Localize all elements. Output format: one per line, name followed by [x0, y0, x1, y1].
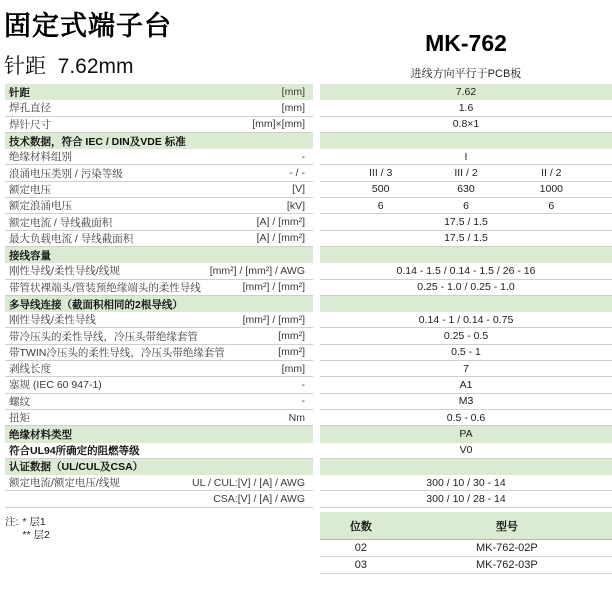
- footnote-prefix: 注:: [5, 516, 19, 528]
- row-unit: -: [301, 395, 305, 408]
- spec-row-left: [5, 214, 313, 230]
- spec-row: [0, 361, 612, 377]
- spec-row-left: [5, 182, 313, 198]
- row-label: 额定电流/额定电压/线规: [9, 477, 120, 490]
- spec-row: [0, 133, 612, 149]
- row-value: 0.5 - 1: [451, 346, 481, 359]
- row-unit: -: [301, 150, 305, 163]
- spec-row-value-cell: [320, 328, 612, 344]
- spec-row: [0, 459, 612, 475]
- model-positions-cell: 02: [354, 542, 367, 554]
- spec-row-left: [5, 296, 313, 312]
- spec-row-value-cell: [320, 117, 612, 133]
- row-unit: [mm]: [281, 362, 305, 375]
- row-value: III / 2: [454, 167, 478, 180]
- spec-row-value-cell: [320, 410, 612, 426]
- spec-row-value-cell: [320, 312, 612, 328]
- row-value: PA: [459, 428, 473, 441]
- spec-row-value-cell: [320, 165, 612, 181]
- spec-row: [0, 328, 612, 344]
- spec-row-value-cell: [320, 100, 612, 116]
- pitch-subtitle: 针距 7.62mm: [4, 55, 134, 78]
- spec-row-value-cell: [320, 475, 612, 491]
- row-unit: [mm]: [281, 86, 305, 99]
- row-label: 刚性导线/柔性导线/线规: [9, 265, 120, 278]
- spec-row: [0, 214, 612, 230]
- spec-row-left: [5, 394, 313, 410]
- spec-row: [0, 263, 612, 279]
- column-header-positions: 位数: [349, 520, 372, 533]
- spec-row-left: [5, 100, 313, 116]
- spec-row: [0, 345, 612, 361]
- row-value: 1.6: [458, 101, 474, 114]
- row-value: 0.8×1: [452, 118, 480, 131]
- row-label: 额定电流 / 导线截面积: [9, 216, 113, 229]
- spec-row: [0, 198, 612, 214]
- spec-row-left: [5, 443, 313, 459]
- footnote: [5, 516, 50, 542]
- row-value: 0.14 - 1 / 0.14 - 0.75: [418, 313, 514, 326]
- row-unit: -: [301, 378, 305, 391]
- row-label: 绝缘材料组别: [9, 151, 72, 164]
- spec-row-value-cell: [320, 345, 612, 361]
- spec-row-left: [5, 312, 313, 328]
- row-label: 额定电压: [9, 183, 51, 196]
- row-unit: [A] / [mm²]: [256, 232, 305, 245]
- spec-row-left: [5, 231, 313, 247]
- spec-row-left: [5, 133, 313, 149]
- row-value: II / 2: [541, 167, 562, 180]
- row-label: 焊针尺寸: [9, 118, 51, 131]
- row-label: 浪涌电压类别 / 污染等级: [9, 167, 123, 180]
- model-table-row: [320, 557, 612, 574]
- spec-row-left: [5, 459, 313, 475]
- row-unit: [mm²] / [mm²]: [242, 281, 305, 294]
- spec-row: [0, 491, 612, 507]
- spec-row: [0, 149, 612, 165]
- model-table-header: [320, 512, 612, 540]
- row-label: 符合UL94所确定的阻燃等级: [9, 444, 140, 457]
- spec-row-value-cell: [320, 149, 612, 165]
- spec-row-left: [5, 491, 313, 507]
- spec-row: [0, 231, 612, 247]
- spec-row-left: [5, 149, 313, 165]
- spec-row-value-cell: [320, 459, 612, 475]
- spec-row-left: [5, 475, 313, 491]
- column-header-model: 型号: [495, 520, 518, 533]
- row-unit: [mm²] / [mm²] / AWG: [209, 264, 305, 277]
- row-label: 最大负载电流 / 导线截面积: [9, 232, 134, 245]
- spec-row: [0, 84, 612, 100]
- spec-row-left: [5, 198, 313, 214]
- row-label: 螺纹: [9, 395, 30, 408]
- row-value: 0.14 - 1.5 / 0.14 - 1.5 / 26 - 16: [396, 264, 536, 277]
- row-label: 塞规 (IEC 60 947-1): [9, 379, 102, 392]
- row-value: A1: [459, 378, 473, 391]
- spec-row-left: [5, 247, 313, 263]
- spec-row-value-cell: [320, 377, 612, 393]
- row-label: 接线容量: [9, 249, 51, 262]
- row-label: 技术数据，符合 IEC / DIN及VDE 标准: [9, 135, 186, 148]
- spec-row-value-cell: [320, 182, 612, 198]
- spec-row-left: [5, 165, 313, 181]
- spec-row-left: [5, 117, 313, 133]
- row-value: 6: [548, 199, 555, 212]
- spec-row: [0, 443, 612, 459]
- row-value: 1000: [539, 183, 563, 196]
- spec-row-value-cell: [320, 426, 612, 442]
- row-label: 剥线长度: [9, 363, 51, 376]
- row-label: 针距: [9, 86, 30, 99]
- row-value: 0.5 - 0.6: [446, 411, 486, 424]
- row-unit: [mm²] / [mm²]: [242, 313, 305, 326]
- row-value: III / 3: [368, 167, 393, 180]
- row-unit: UL / CUL:[V] / [A] / AWG: [192, 476, 305, 489]
- spec-row-value-cell: [320, 198, 612, 214]
- spec-row-value-cell: [320, 263, 612, 279]
- row-label: 多导线连接（截面积相同的2根导线）: [9, 298, 183, 311]
- row-value: 7: [463, 362, 469, 375]
- row-unit: [A] / [mm²]: [256, 216, 305, 229]
- row-label: 刚性导线/柔性导线: [9, 314, 96, 327]
- spec-row-left: [5, 361, 313, 377]
- model-number-cell: MK-762-03P: [475, 559, 538, 571]
- model-orientation-note: 进线方向平行于PCB板: [410, 68, 522, 80]
- row-value: 0.25 - 0.5: [443, 330, 489, 343]
- row-label: 额定浪涌电压: [9, 200, 72, 213]
- row-value: 6: [377, 199, 384, 212]
- spec-row-left: [5, 263, 313, 279]
- row-unit: [mm²]: [278, 346, 305, 359]
- spec-row: [0, 410, 612, 426]
- row-value: V0: [459, 444, 473, 457]
- model-table-body: [320, 540, 612, 574]
- footnote-line: ** 层2: [22, 529, 50, 541]
- spec-row-value-cell: [320, 361, 612, 377]
- row-value: 630: [457, 183, 475, 196]
- spec-row-left: [5, 328, 313, 344]
- spec-row-value-cell: [320, 231, 612, 247]
- row-value: I: [464, 150, 468, 163]
- row-label: 焊孔直径: [9, 102, 51, 115]
- spec-row-left: [5, 280, 313, 296]
- row-value: 500: [371, 183, 390, 196]
- spec-table: [0, 84, 612, 508]
- spec-row: [0, 475, 612, 491]
- spec-row: [0, 165, 612, 181]
- row-value: 7.62: [455, 86, 477, 99]
- row-value: 300 / 10 / 30 - 14: [426, 476, 506, 489]
- row-value: 17.5 / 1.5: [444, 216, 488, 229]
- spec-row-left: [5, 84, 313, 100]
- footnote-lines: [22, 516, 49, 542]
- spec-row-left: [5, 345, 313, 361]
- spec-row-value-cell: [320, 491, 612, 507]
- row-unit: [mm]: [281, 101, 305, 114]
- row-label: 认证数据（UL/CUL及CSA）: [9, 461, 144, 474]
- spec-row-left: [5, 426, 313, 442]
- row-value: 0.25 - 1.0 / 0.25 - 1.0: [417, 281, 515, 294]
- row-unit: CSA:[V] / [A] / AWG: [213, 493, 305, 506]
- spec-row-value-cell: [320, 280, 612, 296]
- spec-row: [0, 426, 612, 442]
- row-value: 300 / 10 / 28 - 14: [426, 493, 506, 506]
- spec-row-value-cell: [320, 84, 612, 100]
- model-name: MK-762: [425, 30, 507, 56]
- row-label: 带冷压头的柔性导线，冷压头带绝缘套管: [9, 330, 198, 343]
- model-header: [320, 30, 612, 81]
- row-value: 6: [463, 199, 469, 212]
- model-selection-table: [320, 512, 612, 574]
- spec-row: [0, 312, 612, 328]
- row-label: 带TWIN冷压头的柔性导线，冷压头带绝缘套管: [9, 346, 225, 359]
- model-table-row: [320, 540, 612, 557]
- spec-row: [0, 117, 612, 133]
- spec-row: [0, 394, 612, 410]
- model-number-cell: MK-762-02P: [475, 542, 538, 554]
- row-value: 17.5 / 1.5: [444, 232, 488, 245]
- row-unit: [kV]: [286, 199, 305, 212]
- spec-row-value-cell: [320, 133, 612, 149]
- spec-row: [0, 247, 612, 263]
- spec-row-value-cell: [320, 394, 612, 410]
- model-positions-cell: 03: [354, 559, 367, 571]
- row-value: M3: [458, 395, 474, 408]
- spec-row: [0, 280, 612, 296]
- spec-row: [0, 100, 612, 116]
- row-label: 扭矩: [9, 412, 30, 425]
- row-unit: [V]: [292, 183, 305, 196]
- spec-row: [0, 377, 612, 393]
- row-unit: - / -: [289, 167, 305, 180]
- row-unit: [mm]×[mm]: [252, 118, 305, 131]
- spec-row-left: [5, 377, 313, 393]
- spec-row: [0, 296, 612, 312]
- spec-row-value-cell: [320, 247, 612, 263]
- row-label: 带管状裸端头/管装预绝缘端头的柔性导线: [9, 281, 201, 294]
- spec-row-left: [5, 410, 313, 426]
- spec-row: [0, 182, 612, 198]
- row-unit: Nm: [288, 411, 305, 424]
- footnote-line: * 层1: [22, 516, 46, 528]
- spec-row-value-cell: [320, 296, 612, 312]
- spec-row-value-cell: [320, 443, 612, 459]
- row-unit: [mm²]: [278, 330, 305, 343]
- page-title: 固定式端子台: [4, 11, 172, 41]
- row-label: 绝缘材料类型: [9, 428, 72, 441]
- spec-row-value-cell: [320, 214, 612, 230]
